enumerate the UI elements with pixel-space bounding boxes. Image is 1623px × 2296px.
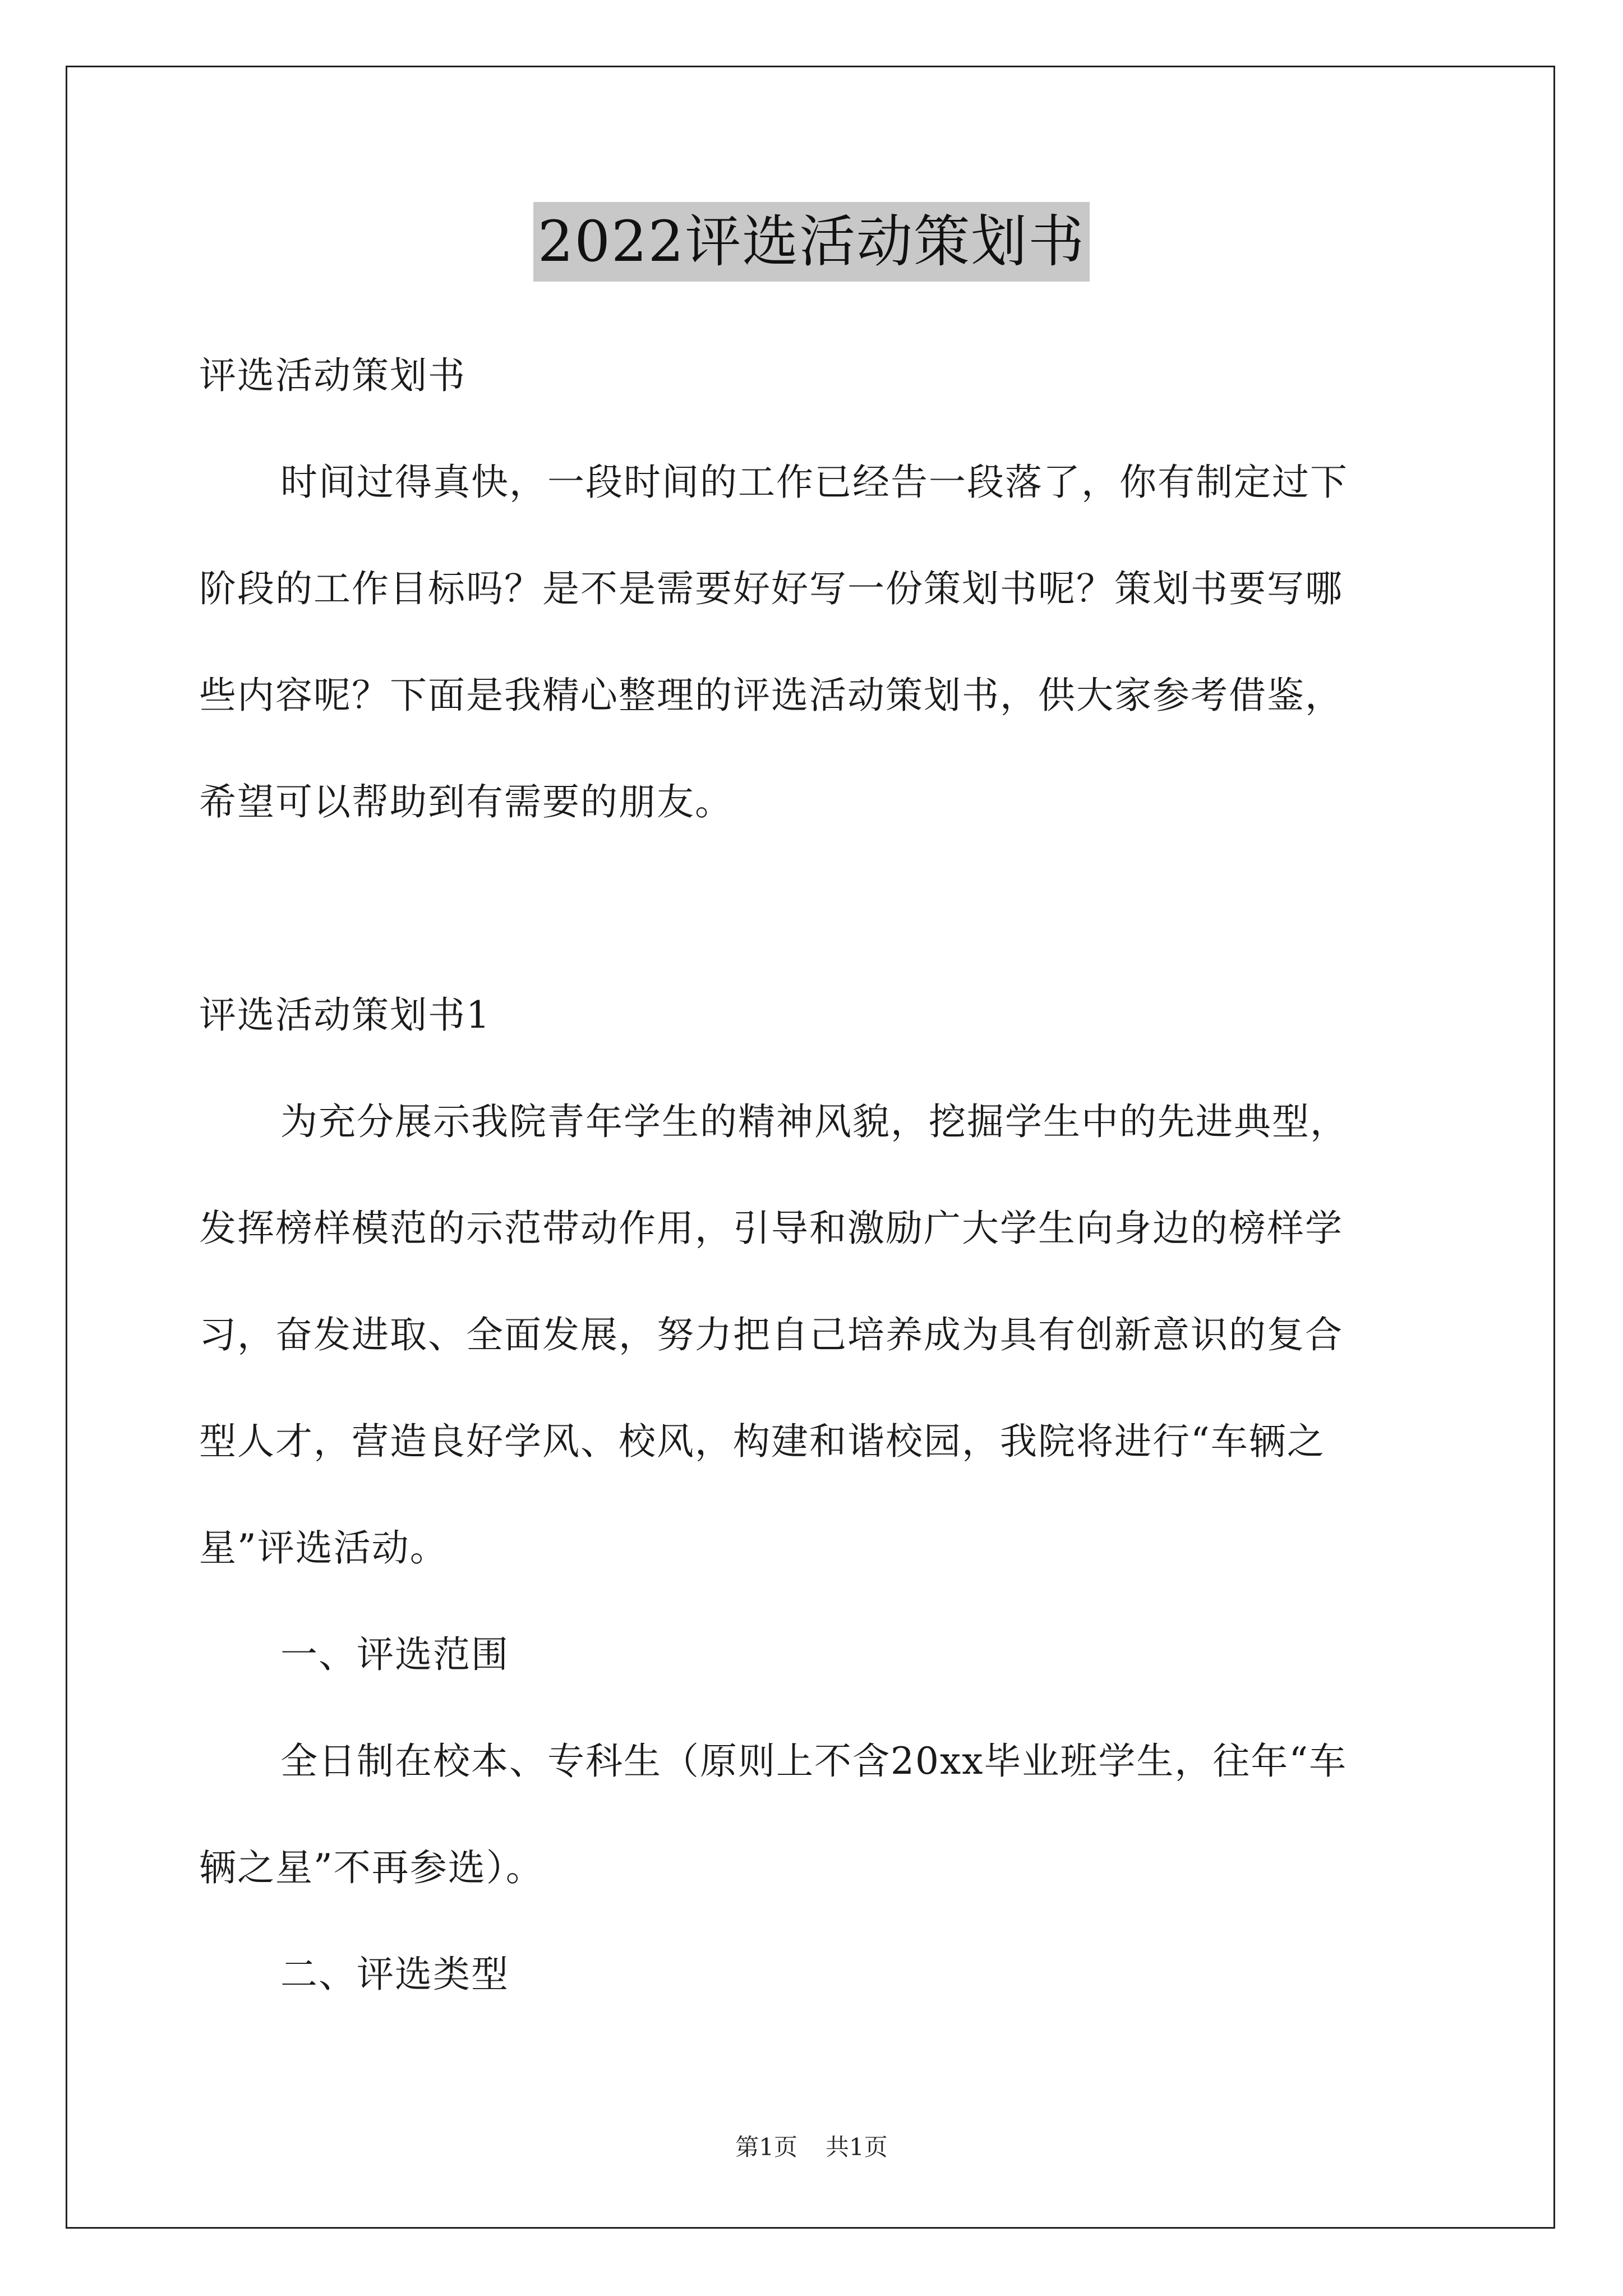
blank-spacer: [199, 855, 1427, 962]
section1-line: 星”评选活动。: [199, 1526, 448, 1570]
subtitle: 评选活动策划书: [199, 354, 466, 397]
section1-line: 习，奋发进取、全面发展，努力把自己培养成为具有创新意识的复合: [199, 1313, 1343, 1356]
section1-heading: 评选活动策划书1: [199, 993, 491, 1037]
item1-heading: 一、评选范围: [280, 1633, 509, 1676]
item1-line: 辆之星”不再参选）。: [199, 1846, 544, 1889]
page-number-total: 共1页: [826, 2133, 888, 2161]
title-container: [0, 202, 1623, 282]
section1-line: 型人才，营造良好学风、校风，构建和谐校园，我院将进行“车辆之: [199, 1420, 1325, 1463]
intro-line: 时间过得真快，一段时间的工作已经告一段落了，你有制定过下: [280, 461, 1348, 504]
section1-line: 发挥榜样模范的示范带动作用，引导和激励广大学生向身边的榜样学: [199, 1207, 1343, 1250]
page-number-current: 第1页: [735, 2133, 797, 2161]
item2-heading: 二、评选类型: [280, 1953, 509, 1996]
page-footer: [0, 2129, 1623, 2162]
intro-line: 些内容呢？下面是我精心整理的评选活动策划书，供大家参考借鉴，: [199, 674, 1343, 717]
section1-line: 为充分展示我院青年学生的精神风貌，挖掘学生中的先进典型，: [280, 1100, 1348, 1143]
intro-line: 希望可以帮助到有需要的朋友。: [199, 780, 733, 823]
document-body: [199, 323, 1427, 2028]
intro-line: 阶段的工作目标吗？是不是需要好好写一份策划书呢？策划书要写哪: [199, 567, 1343, 610]
item1-line: 全日制在校本、专科生（原则上不含20xx毕业班学生，往年“车: [280, 1740, 1348, 1783]
document-title: 2022评选活动策划书: [533, 202, 1090, 282]
